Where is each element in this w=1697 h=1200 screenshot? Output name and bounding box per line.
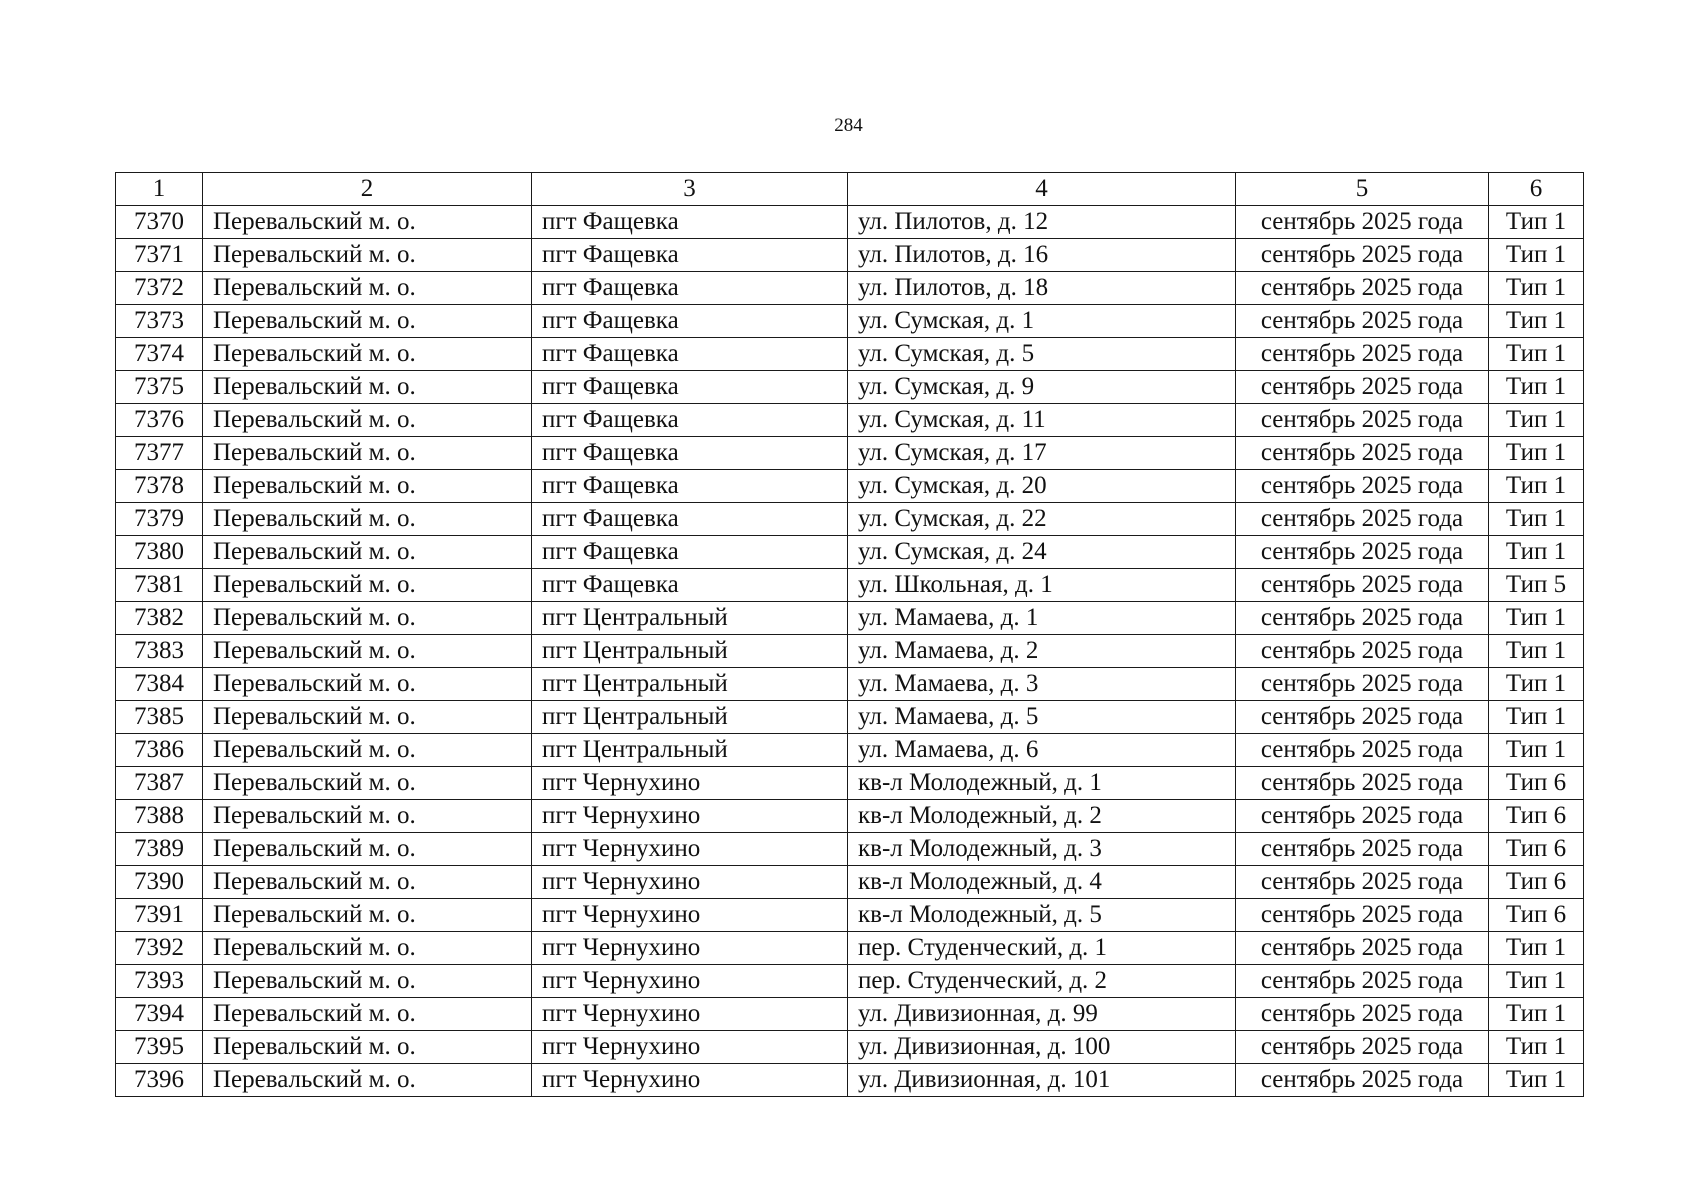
municipality-cell: Перевальский м. о. <box>203 701 532 734</box>
row-number-cell: 7372 <box>116 272 203 305</box>
address-cell: ул. Сумская, д. 22 <box>848 503 1236 536</box>
table-row <box>116 899 1584 932</box>
deadline-cell: сентябрь 2025 года <box>1236 866 1489 899</box>
settlement-cell: пгт Фащевка <box>532 371 848 404</box>
municipality-cell: Перевальский м. о. <box>203 1031 532 1064</box>
type-cell: Тип 1 <box>1489 503 1584 536</box>
row-number-cell: 7381 <box>116 569 203 602</box>
column-header: 4 <box>848 173 1236 206</box>
table-row <box>116 701 1584 734</box>
table-header <box>116 173 1584 206</box>
deadline-cell: сентябрь 2025 года <box>1236 701 1489 734</box>
row-number-cell: 7371 <box>116 239 203 272</box>
row-number-cell: 7382 <box>116 602 203 635</box>
type-cell: Тип 6 <box>1489 833 1584 866</box>
address-cell: ул. Мамаева, д. 5 <box>848 701 1236 734</box>
settlement-cell: пгт Фащевка <box>532 206 848 239</box>
row-number-cell: 7378 <box>116 470 203 503</box>
address-cell: ул. Сумская, д. 11 <box>848 404 1236 437</box>
row-number-cell: 7376 <box>116 404 203 437</box>
address-cell: кв-л Молодежный, д. 5 <box>848 899 1236 932</box>
deadline-cell: сентябрь 2025 года <box>1236 239 1489 272</box>
deadline-cell: сентябрь 2025 года <box>1236 767 1489 800</box>
row-number-cell: 7396 <box>116 1064 203 1097</box>
settlement-cell: пгт Центральный <box>532 602 848 635</box>
deadline-cell: сентябрь 2025 года <box>1236 800 1489 833</box>
address-cell: ул. Дивизионная, д. 100 <box>848 1031 1236 1064</box>
municipality-cell: Перевальский м. о. <box>203 602 532 635</box>
address-cell: ул. Мамаева, д. 1 <box>848 602 1236 635</box>
address-cell: ул. Мамаева, д. 6 <box>848 734 1236 767</box>
row-number-cell: 7394 <box>116 998 203 1031</box>
type-cell: Тип 6 <box>1489 767 1584 800</box>
deadline-cell: сентябрь 2025 года <box>1236 569 1489 602</box>
table-row <box>116 833 1584 866</box>
address-cell: ул. Сумская, д. 20 <box>848 470 1236 503</box>
settlement-cell: пгт Фащевка <box>532 338 848 371</box>
municipality-cell: Перевальский м. о. <box>203 371 532 404</box>
deadline-cell: сентябрь 2025 года <box>1236 305 1489 338</box>
type-cell: Тип 1 <box>1489 1031 1584 1064</box>
row-number-cell: 7380 <box>116 536 203 569</box>
table-row <box>116 932 1584 965</box>
settlement-cell: пгт Фащевка <box>532 239 848 272</box>
type-cell: Тип 1 <box>1489 635 1584 668</box>
row-number-cell: 7388 <box>116 800 203 833</box>
municipality-cell: Перевальский м. о. <box>203 305 532 338</box>
address-cell: кв-л Молодежный, д. 4 <box>848 866 1236 899</box>
address-cell: ул. Мамаева, д. 3 <box>848 668 1236 701</box>
deadline-cell: сентябрь 2025 года <box>1236 965 1489 998</box>
row-number-cell: 7387 <box>116 767 203 800</box>
settlement-cell: пгт Фащевка <box>532 272 848 305</box>
deadline-cell: сентябрь 2025 года <box>1236 371 1489 404</box>
row-number-cell: 7370 <box>116 206 203 239</box>
settlement-cell: пгт Центральный <box>532 701 848 734</box>
row-number-cell: 7386 <box>116 734 203 767</box>
type-cell: Тип 1 <box>1489 338 1584 371</box>
municipality-cell: Перевальский м. о. <box>203 734 532 767</box>
deadline-cell: сентябрь 2025 года <box>1236 899 1489 932</box>
address-cell: кв-л Молодежный, д. 1 <box>848 767 1236 800</box>
table-row <box>116 800 1584 833</box>
type-cell: Тип 1 <box>1489 932 1584 965</box>
column-header: 2 <box>203 173 532 206</box>
type-cell: Тип 1 <box>1489 470 1584 503</box>
settlement-cell: пгт Фащевка <box>532 305 848 338</box>
settlement-cell: пгт Центральный <box>532 734 848 767</box>
column-header: 1 <box>116 173 203 206</box>
address-cell: ул. Пилотов, д. 12 <box>848 206 1236 239</box>
table-row <box>116 569 1584 602</box>
settlement-cell: пгт Центральный <box>532 635 848 668</box>
row-number-cell: 7393 <box>116 965 203 998</box>
settlement-cell: пгт Фащевка <box>532 503 848 536</box>
type-cell: Тип 6 <box>1489 899 1584 932</box>
type-cell: Тип 1 <box>1489 305 1584 338</box>
type-cell: Тип 1 <box>1489 536 1584 569</box>
deadline-cell: сентябрь 2025 года <box>1236 602 1489 635</box>
municipality-cell: Перевальский м. о. <box>203 635 532 668</box>
row-number-cell: 7374 <box>116 338 203 371</box>
table-row <box>116 305 1584 338</box>
row-number-cell: 7391 <box>116 899 203 932</box>
type-cell: Тип 1 <box>1489 734 1584 767</box>
table-row <box>116 965 1584 998</box>
settlement-cell: пгт Чернухино <box>532 800 848 833</box>
type-cell: Тип 6 <box>1489 800 1584 833</box>
table-row <box>116 272 1584 305</box>
type-cell: Тип 1 <box>1489 965 1584 998</box>
address-cell: ул. Мамаева, д. 2 <box>848 635 1236 668</box>
table-row <box>116 1064 1584 1097</box>
row-number-cell: 7377 <box>116 437 203 470</box>
municipality-cell: Перевальский м. о. <box>203 965 532 998</box>
table-row <box>116 503 1584 536</box>
type-cell: Тип 1 <box>1489 998 1584 1031</box>
deadline-cell: сентябрь 2025 года <box>1236 206 1489 239</box>
row-number-cell: 7390 <box>116 866 203 899</box>
address-cell: ул. Дивизионная, д. 101 <box>848 1064 1236 1097</box>
municipality-cell: Перевальский м. о. <box>203 437 532 470</box>
column-header: 3 <box>532 173 848 206</box>
deadline-cell: сентябрь 2025 года <box>1236 734 1489 767</box>
table-body <box>116 206 1584 1097</box>
column-header: 6 <box>1489 173 1584 206</box>
table-row <box>116 635 1584 668</box>
municipality-cell: Перевальский м. о. <box>203 668 532 701</box>
municipality-cell: Перевальский м. о. <box>203 536 532 569</box>
table-row <box>116 470 1584 503</box>
address-cell: пер. Студенческий, д. 2 <box>848 965 1236 998</box>
municipality-cell: Перевальский м. о. <box>203 239 532 272</box>
municipality-cell: Перевальский м. о. <box>203 338 532 371</box>
address-cell: ул. Сумская, д. 9 <box>848 371 1236 404</box>
address-cell: ул. Дивизионная, д. 99 <box>848 998 1236 1031</box>
settlement-cell: пгт Фащевка <box>532 536 848 569</box>
deadline-cell: сентябрь 2025 года <box>1236 272 1489 305</box>
type-cell: Тип 1 <box>1489 1064 1584 1097</box>
deadline-cell: сентябрь 2025 года <box>1236 833 1489 866</box>
table-row <box>116 998 1584 1031</box>
deadline-cell: сентябрь 2025 года <box>1236 470 1489 503</box>
deadline-cell: сентябрь 2025 года <box>1236 437 1489 470</box>
settlement-cell: пгт Чернухино <box>532 998 848 1031</box>
municipality-cell: Перевальский м. о. <box>203 569 532 602</box>
deadline-cell: сентябрь 2025 года <box>1236 338 1489 371</box>
registry-table <box>115 172 1584 1097</box>
address-cell: ул. Сумская, д. 24 <box>848 536 1236 569</box>
address-cell: ул. Сумская, д. 5 <box>848 338 1236 371</box>
municipality-cell: Перевальский м. о. <box>203 503 532 536</box>
settlement-cell: пгт Чернухино <box>532 833 848 866</box>
type-cell: Тип 1 <box>1489 404 1584 437</box>
municipality-cell: Перевальский м. о. <box>203 272 532 305</box>
table-row <box>116 338 1584 371</box>
settlement-cell: пгт Чернухино <box>532 965 848 998</box>
deadline-cell: сентябрь 2025 года <box>1236 1031 1489 1064</box>
row-number-cell: 7395 <box>116 1031 203 1064</box>
settlement-cell: пгт Фащевка <box>532 437 848 470</box>
table-row <box>116 866 1584 899</box>
settlement-cell: пгт Чернухино <box>532 899 848 932</box>
deadline-cell: сентябрь 2025 года <box>1236 998 1489 1031</box>
table-row <box>116 239 1584 272</box>
type-cell: Тип 1 <box>1489 437 1584 470</box>
municipality-cell: Перевальский м. о. <box>203 899 532 932</box>
table-row <box>116 602 1584 635</box>
address-cell: ул. Школьная, д. 1 <box>848 569 1236 602</box>
deadline-cell: сентябрь 2025 года <box>1236 635 1489 668</box>
settlement-cell: пгт Фащевка <box>532 569 848 602</box>
settlement-cell: пгт Фащевка <box>532 470 848 503</box>
settlement-cell: пгт Фащевка <box>532 404 848 437</box>
municipality-cell: Перевальский м. о. <box>203 833 532 866</box>
municipality-cell: Перевальский м. о. <box>203 800 532 833</box>
row-number-cell: 7384 <box>116 668 203 701</box>
type-cell: Тип 1 <box>1489 668 1584 701</box>
deadline-cell: сентябрь 2025 года <box>1236 536 1489 569</box>
municipality-cell: Перевальский м. о. <box>203 767 532 800</box>
table-row <box>116 1031 1584 1064</box>
municipality-cell: Перевальский м. о. <box>203 998 532 1031</box>
deadline-cell: сентябрь 2025 года <box>1236 1064 1489 1097</box>
page-number: 284 <box>834 115 863 136</box>
type-cell: Тип 1 <box>1489 371 1584 404</box>
table-row <box>116 206 1584 239</box>
municipality-cell: Перевальский м. о. <box>203 470 532 503</box>
settlement-cell: пгт Чернухино <box>532 1031 848 1064</box>
municipality-cell: Перевальский м. о. <box>203 932 532 965</box>
deadline-cell: сентябрь 2025 года <box>1236 932 1489 965</box>
address-cell: ул. Пилотов, д. 16 <box>848 239 1236 272</box>
type-cell: Тип 5 <box>1489 569 1584 602</box>
municipality-cell: Перевальский м. о. <box>203 206 532 239</box>
type-cell: Тип 1 <box>1489 272 1584 305</box>
type-cell: Тип 1 <box>1489 239 1584 272</box>
settlement-cell: пгт Чернухино <box>532 767 848 800</box>
address-cell: ул. Сумская, д. 1 <box>848 305 1236 338</box>
table-row <box>116 437 1584 470</box>
address-cell: пер. Студенческий, д. 1 <box>848 932 1236 965</box>
column-header: 5 <box>1236 173 1489 206</box>
type-cell: Тип 1 <box>1489 602 1584 635</box>
row-number-cell: 7392 <box>116 932 203 965</box>
deadline-cell: сентябрь 2025 года <box>1236 668 1489 701</box>
settlement-cell: пгт Чернухино <box>532 932 848 965</box>
row-number-cell: 7379 <box>116 503 203 536</box>
type-cell: Тип 1 <box>1489 206 1584 239</box>
municipality-cell: Перевальский м. о. <box>203 866 532 899</box>
table-row <box>116 404 1584 437</box>
address-cell: кв-л Молодежный, д. 2 <box>848 800 1236 833</box>
row-number-cell: 7373 <box>116 305 203 338</box>
table-row <box>116 536 1584 569</box>
row-number-cell: 7375 <box>116 371 203 404</box>
address-cell: кв-л Молодежный, д. 3 <box>848 833 1236 866</box>
header-row <box>116 173 1584 206</box>
deadline-cell: сентябрь 2025 года <box>1236 503 1489 536</box>
deadline-cell: сентябрь 2025 года <box>1236 404 1489 437</box>
row-number-cell: 7385 <box>116 701 203 734</box>
row-number-cell: 7389 <box>116 833 203 866</box>
table-row <box>116 668 1584 701</box>
settlement-cell: пгт Центральный <box>532 668 848 701</box>
row-number-cell: 7383 <box>116 635 203 668</box>
municipality-cell: Перевальский м. о. <box>203 404 532 437</box>
type-cell: Тип 6 <box>1489 866 1584 899</box>
address-cell: ул. Сумская, д. 17 <box>848 437 1236 470</box>
settlement-cell: пгт Чернухино <box>532 866 848 899</box>
table-row <box>116 371 1584 404</box>
settlement-cell: пгт Чернухино <box>532 1064 848 1097</box>
type-cell: Тип 1 <box>1489 701 1584 734</box>
table-row <box>116 767 1584 800</box>
address-cell: ул. Пилотов, д. 18 <box>848 272 1236 305</box>
municipality-cell: Перевальский м. о. <box>203 1064 532 1097</box>
table-row <box>116 734 1584 767</box>
